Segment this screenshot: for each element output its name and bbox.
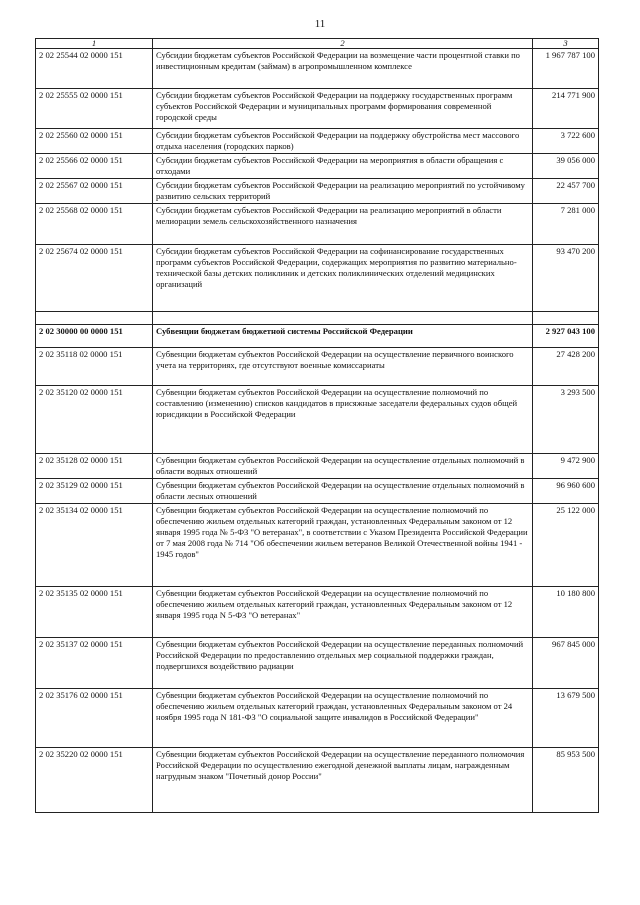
table-row — [36, 454, 599, 479]
amount-cell: 93 470 200 — [533, 245, 599, 312]
table-row — [36, 154, 599, 179]
amount-cell: 214 771 900 — [533, 89, 599, 129]
budget-code-cell: 2 02 35220 02 0000 151 — [36, 748, 153, 813]
budget-code-cell: 2 02 35129 02 0000 151 — [36, 479, 153, 504]
amount-cell: 13 679 500 — [533, 689, 599, 748]
description-cell: Субвенции бюджетам субъектов Российской Федерации на осуществление полномочий по обеспечению жильем отдельных категорий граждан, установленных Федеральным законом от 24 ноября 1995 года N 181-ФЗ "О социальной защите инвалидов в Российской Федерации" — [153, 689, 533, 748]
budget-code-cell: 2 02 35128 02 0000 151 — [36, 454, 153, 479]
description-cell: Субсидии бюджетам субъектов Российской Федерации на поддержку обустройства мест массового отдыха населения (городских парков) — [153, 129, 533, 154]
description-cell: Субвенции бюджетам субъектов Российской Федерации на осуществление полномочий по обеспечению жильем отдельных категорий граждан, установленных Федеральным законом от 12 января 1995 года N 5-ФЗ "О ветеранах" — [153, 587, 533, 638]
amount-cell: 27 428 200 — [533, 348, 599, 386]
description-cell: Субвенции бюджетам бюджетной системы Российской Федерации — [153, 325, 533, 348]
budget-code-cell: 2 02 35120 02 0000 151 — [36, 386, 153, 454]
description-cell: Субвенции бюджетам субъектов Российской Федерации на осуществление переданных полномочий Российской Федерации по предоставлению отдельных мер социальной поддержки граждан, подвергшихся воздействию радиации — [153, 638, 533, 689]
description-cell: Субсидии бюджетам субъектов Российской Федерации на мероприятия в области обращения с отходами — [153, 154, 533, 179]
description-cell: Субсидии бюджетам субъектов Российской Федерации на реализацию мероприятий по устойчивому развитию сельских территорий — [153, 179, 533, 204]
column-header-amount: 3 — [533, 39, 599, 49]
column-header-name: 2 — [153, 39, 533, 49]
table-row — [36, 689, 599, 748]
amount-cell: 25 122 000 — [533, 504, 599, 587]
table-row — [36, 129, 599, 154]
table-row-empty — [36, 312, 599, 325]
budget-code-cell: 2 02 25555 02 0000 151 — [36, 89, 153, 129]
amount-cell: 3 293 500 — [533, 386, 599, 454]
amount-cell: 9 472 900 — [533, 454, 599, 479]
description-cell: Субвенции бюджетам субъектов Российской Федерации на осуществление отдельных полномочий в области лесных отношений — [153, 479, 533, 504]
budget-code-cell: 2 02 30000 00 0000 151 — [36, 325, 153, 348]
amount-cell: 39 056 000 — [533, 154, 599, 179]
table-row — [36, 49, 599, 89]
description-cell: Субвенции бюджетам субъектов Российской Федерации на осуществление первичного воинского учета на территориях, где отсутствуют военные комиссариаты — [153, 348, 533, 386]
table-header-row — [36, 39, 599, 49]
budget-code-cell: 2 02 35137 02 0000 151 — [36, 638, 153, 689]
amount-cell: 967 845 000 — [533, 638, 599, 689]
budget-code-cell: 2 02 35118 02 0000 151 — [36, 348, 153, 386]
description-cell: Субвенции бюджетам субъектов Российской Федерации на осуществление переданного полномочия Российской Федерации по осуществлению ежегодной денежной выплаты лицам, награжденным нагрудным знаком "Почетный донор России" — [153, 748, 533, 813]
amount-cell: 96 960 600 — [533, 479, 599, 504]
budget-code-cell: 2 02 25567 02 0000 151 — [36, 179, 153, 204]
amount-cell: 1 967 787 100 — [533, 49, 599, 89]
table-row — [36, 638, 599, 689]
amount-cell: 3 722 600 — [533, 129, 599, 154]
amount-cell: 7 281 000 — [533, 204, 599, 245]
page-number: 11 — [314, 18, 326, 30]
description-cell — [153, 312, 533, 325]
table-row — [36, 245, 599, 312]
budget-code-cell: 2 02 25674 02 0000 151 — [36, 245, 153, 312]
budget-code-cell: 2 02 25544 02 0000 151 — [36, 49, 153, 89]
budget-code-cell: 2 02 35134 02 0000 151 — [36, 504, 153, 587]
table-row — [36, 348, 599, 386]
amount-cell: 85 953 500 — [533, 748, 599, 813]
amount-cell: 22 457 700 — [533, 179, 599, 204]
amount-cell: 10 180 800 — [533, 587, 599, 638]
amount-cell: 2 927 043 100 — [533, 325, 599, 348]
description-cell: Субсидии бюджетам субъектов Российской Федерации на возмещение части процентной ставки по инвестиционным кредитам (займам) в агропромышленном комплексе — [153, 49, 533, 89]
budget-code-cell: 2 02 35135 02 0000 151 — [36, 587, 153, 638]
description-cell: Субсидии бюджетам субъектов Российской Федерации на поддержку государственных программ субъектов Российской Федерации и муниципальных программ формирования современной городской среды — [153, 89, 533, 129]
budget-code-cell: 2 02 25568 02 0000 151 — [36, 204, 153, 245]
table-row — [36, 179, 599, 204]
table-row — [36, 386, 599, 454]
description-cell: Субсидии бюджетам субъектов Российской Федерации на софинансирование государственных программ субъектов Российской Федерации, содержащих мероприятия по развитию материально-технической базы детских поликлиник и детских поликлинических отделений медицинских организаций — [153, 245, 533, 312]
description-cell: Субвенции бюджетам субъектов Российской Федерации на осуществление полномочий по составлению (изменению) списков кандидатов в присяжные заседатели федеральных судов общей юрисдикции в Российской Федерации — [153, 386, 533, 454]
budget-code-cell: 2 02 25560 02 0000 151 — [36, 129, 153, 154]
description-cell: Субсидии бюджетам субъектов Российской Федерации на реализацию мероприятий в области мелиорации земель сельскохозяйственного назначения — [153, 204, 533, 245]
column-header-code: 1 — [36, 39, 153, 49]
table-row — [36, 204, 599, 245]
table-row — [36, 479, 599, 504]
budget-code-cell: 2 02 35176 02 0000 151 — [36, 689, 153, 748]
table-row — [36, 748, 599, 813]
table-row — [36, 504, 599, 587]
budget-table — [35, 38, 599, 813]
budget-code-cell — [36, 312, 153, 325]
description-cell: Субвенции бюджетам субъектов Российской Федерации на осуществление полномочий по обеспечению жильем отдельных категорий граждан, установленных Федеральным законом от 12 января 1995 года № 5-ФЗ "О ветеранах", в соответствии с Указом Президента Российской Федерации от 7 мая 2008 года № 714 "Об обеспечении жильем ветеранов Великой Отечественной войны 1941 - 1945 годов" — [153, 504, 533, 587]
description-cell: Субвенции бюджетам субъектов Российской Федерации на осуществление отдельных полномочий в области водных отношений — [153, 454, 533, 479]
table-row — [36, 587, 599, 638]
table-row — [36, 89, 599, 129]
budget-code-cell: 2 02 25566 02 0000 151 — [36, 154, 153, 179]
table-row-section-total — [36, 325, 599, 348]
amount-cell — [533, 312, 599, 325]
